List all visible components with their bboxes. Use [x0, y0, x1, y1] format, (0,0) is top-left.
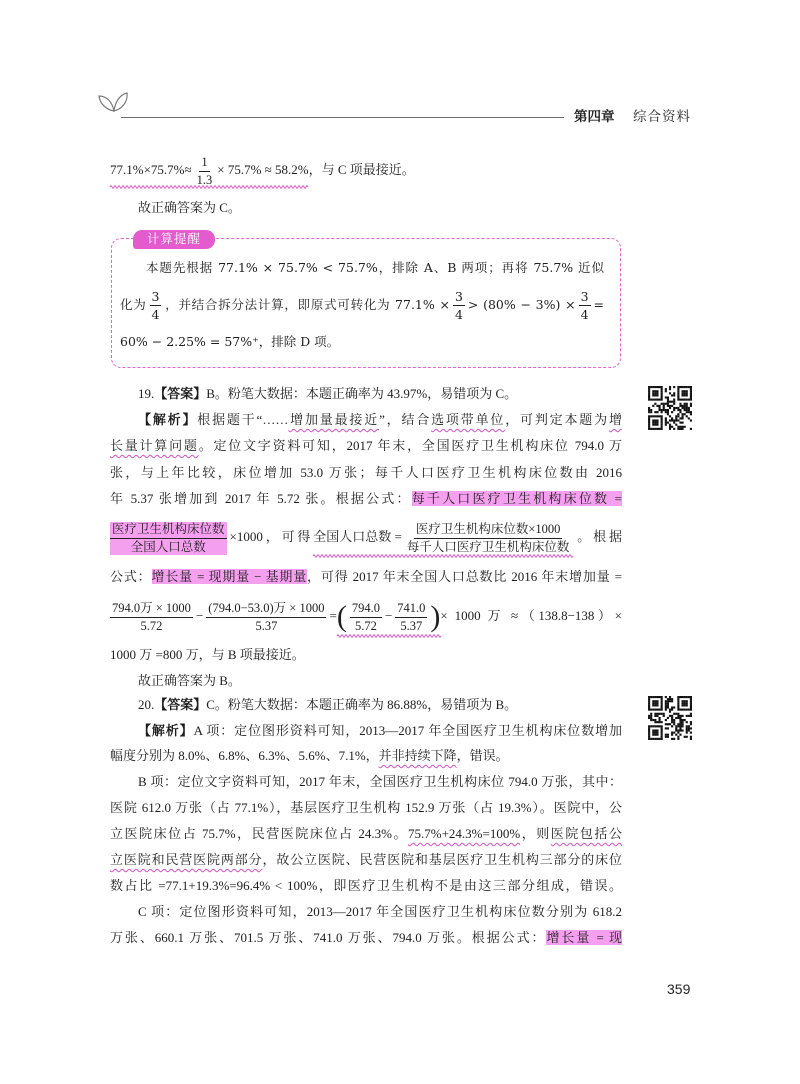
- q20-analysis-line: [110, 850, 622, 870]
- answer-conclusion: 故正确答案为 B。: [138, 673, 241, 688]
- q20-analysis-line: [110, 928, 622, 948]
- numerator: 794.0万 × 1000: [110, 601, 193, 618]
- q20-analysis-line: C 项：定位图形资料可知，2013—2017 年全国医疗卫生机构床位数分别为 618.2: [138, 904, 622, 919]
- denominator: 5.37: [400, 618, 423, 633]
- numerator: 741.0: [395, 601, 427, 618]
- question-number: 20.: [138, 697, 155, 712]
- tip-line: 60% − 2.25% = 57%⁺，排除 D 项。: [120, 334, 340, 349]
- numerator: 794.0: [350, 601, 382, 618]
- wavy-underline: [313, 553, 574, 559]
- q20-analysis-line: [110, 746, 622, 766]
- q20-analysis-line: [110, 824, 622, 844]
- analysis-tag: 【解析】: [138, 723, 194, 738]
- formula-underlined: [337, 595, 441, 637]
- numerator: 医疗卫生机构床位数×1000: [414, 522, 563, 539]
- operator: −: [195, 608, 204, 623]
- underlined-text: 立医院和民营医院两部分: [110, 852, 263, 867]
- analysis-text: 幅度分别为 8.0%、6.8%、6.3%、5.6%、7.1%，: [110, 748, 379, 763]
- underlined-text: 选项带单位: [431, 412, 506, 427]
- highlighted-formula: 增长量 = 现: [546, 930, 622, 945]
- highlighted-formula: 每千人口医疗卫生机构床位数 =: [411, 491, 622, 506]
- underlined-text: 并非持续下降: [378, 748, 457, 763]
- formula-underlined: [110, 152, 309, 188]
- denominator: 5.72: [354, 618, 377, 633]
- tip-text: 化为: [120, 297, 147, 312]
- analysis-text: 万张、660.1 万张、701.5 万张、741.0 万张、794.0 万张。根据公式：: [110, 930, 547, 945]
- denominator: 4: [151, 307, 160, 322]
- formula-right: × 75.7% ≈ 58.2%: [217, 162, 309, 177]
- operator: =: [329, 608, 337, 623]
- wavy-underline: [110, 184, 309, 190]
- analysis-text: ，可判定本题为: [505, 412, 609, 427]
- denominator: 每千人口医疗卫生机构床位数: [406, 539, 570, 554]
- analysis-text: 年 5.37 张增加到 2017 年 5.72 张。根据公式：: [110, 491, 412, 506]
- q19-analysis-line: [110, 436, 622, 456]
- answer-text: C。粉笔大数据：本题正确率为 86.88%，易错项为 B。: [206, 697, 518, 712]
- analysis-text: 立医院床位占 75.7%，民营医院床位占 24.3%。: [110, 826, 408, 841]
- wavy-underline: [337, 633, 441, 639]
- fraction: [579, 289, 591, 322]
- fraction: [150, 289, 162, 322]
- fraction: [453, 289, 465, 322]
- analysis-text: ，错误。: [456, 748, 509, 763]
- answer-conclusion: 故正确答案为 C。: [138, 200, 241, 215]
- fraction: [350, 601, 382, 634]
- qr-code-icon[interactable]: [648, 386, 692, 432]
- paren: ): [430, 600, 441, 634]
- denominator: 全国人口总数: [130, 539, 206, 554]
- q19-analysis-line: 1000 万 =800 万，与 B 项最接近。: [110, 647, 305, 662]
- analysis-text: 根据题干“……: [197, 412, 289, 427]
- numerator: (794.0−53.0)万 × 1000: [206, 601, 326, 618]
- analysis-text: A 项：定位图形资料可知，2013—2017 年全国医疗卫生机构床位数增加: [193, 723, 622, 738]
- denominator: 4: [454, 307, 463, 322]
- numerator: 3: [454, 289, 463, 304]
- fraction: [405, 522, 572, 555]
- analysis-text: ”，结合: [379, 412, 432, 427]
- highlighted-fraction: [110, 522, 227, 555]
- q19-analysis-line: 张，与上年比较，床位增加 53.0 万张；每千人口医疗卫生机构床位数由 2016: [110, 465, 622, 480]
- q19-analysis-line: [110, 567, 622, 587]
- analysis-text: × 1000 万 ≈（138.8−138）×: [440, 608, 622, 623]
- leaf-icon: [97, 91, 129, 113]
- tip-text: > (80% − 3%) ×: [467, 297, 576, 312]
- q19-formula-line: [110, 595, 622, 637]
- underlined-text: 75.7%+24.3%=100%: [408, 826, 521, 841]
- analysis-text: 。定位文字资料可知，2017 年末，全国医疗卫生机构床位 794.0 万: [198, 438, 622, 453]
- analysis-text: 。根据: [574, 529, 622, 544]
- tip-line: [120, 286, 604, 324]
- fraction: [206, 601, 326, 634]
- underlined-text: 增加量最接近: [288, 412, 380, 427]
- answer-text: B。粉笔大数据：本题正确率为 43.97%，易错项为 C。: [206, 386, 518, 401]
- formula-left: 77.1%×75.7%≈: [110, 162, 192, 177]
- q19-answer-line: [138, 384, 578, 404]
- analysis-text: ，则: [520, 826, 551, 841]
- tip-label: 计算提醒: [133, 230, 215, 249]
- analysis-text: ，故公立医院、民营医院和基层医疗卫生机构三部分的床位: [262, 852, 622, 867]
- denominator: 4: [580, 307, 589, 322]
- q20-analysis-line: 数占比 =77.1+19.3%=96.4% < 100%，即医疗卫生机构不是由这三部分组成，错误。: [110, 878, 622, 893]
- q20-answer-line: [138, 695, 578, 715]
- chapter-title: 综合资料: [633, 109, 691, 124]
- analysis-text: ×1000，可得: [229, 529, 314, 544]
- answer-tag: 【答案】: [154, 386, 207, 401]
- denominator: 1.3: [196, 172, 213, 187]
- q20-analysis-line: [138, 721, 622, 741]
- header-rule: [121, 117, 564, 118]
- tip-text: =: [593, 297, 604, 312]
- paren: (: [336, 600, 347, 634]
- analysis-text: ，可得 2017 年末全国人口总数比 2016 年末增加量 =: [307, 569, 622, 584]
- denominator: 5.37: [255, 618, 278, 633]
- formula-conclusion: ，与 C 项最接近。: [308, 162, 415, 177]
- answer-tag: 【答案】: [154, 697, 207, 712]
- operator: −: [384, 608, 393, 623]
- numerator: 3: [580, 289, 589, 304]
- q20-analysis-line: 医院 612.0 万张（占 77.1%），基层医疗卫生机构 152.9 万张（占 19.3%）。医院中，公: [110, 800, 622, 815]
- qr-code-icon[interactable]: [648, 696, 692, 742]
- denominator: 5.72: [140, 618, 163, 633]
- q20-analysis-line: B 项：定位文字资料可知，2017 年末，全国医疗卫生机构床位 794.0 万张，其中：: [138, 774, 622, 789]
- analysis-text: 公式：: [110, 569, 152, 584]
- analysis-tag: 【解析】: [138, 412, 198, 427]
- page-number: 359: [667, 981, 691, 997]
- fraction: [395, 601, 427, 634]
- fraction: [195, 155, 215, 188]
- tip-line: 本题先根据 77.1% × 75.7% < 75.7%，排除 A、B 两项；再将 75.7% 近似: [146, 260, 604, 275]
- q19-formula-line: [110, 517, 622, 557]
- formula-left: 全国人口总数 =: [313, 529, 402, 544]
- underlined-text: 长量计算问题: [110, 438, 199, 453]
- highlighted-formula: 增长量 = 现期量 − 基期量: [151, 569, 308, 584]
- numerator: 医疗卫生机构床位数: [110, 522, 227, 539]
- q19-analysis-line: [138, 410, 622, 430]
- question-number: 19.: [138, 386, 155, 401]
- numerator: 3: [151, 289, 160, 304]
- numerator: 1: [199, 155, 209, 172]
- formula-line: [110, 152, 622, 188]
- fraction: [110, 601, 193, 634]
- tip-text: ，并结合拆分法计算，即原式可转化为 77.1% ×: [164, 297, 450, 312]
- chapter-label: 第四章: [574, 109, 615, 124]
- underlined-text: 增: [608, 412, 622, 427]
- q19-analysis-line: [110, 489, 622, 509]
- formula-underlined: [313, 517, 574, 557]
- underlined-text: 医院包括公: [550, 826, 622, 841]
